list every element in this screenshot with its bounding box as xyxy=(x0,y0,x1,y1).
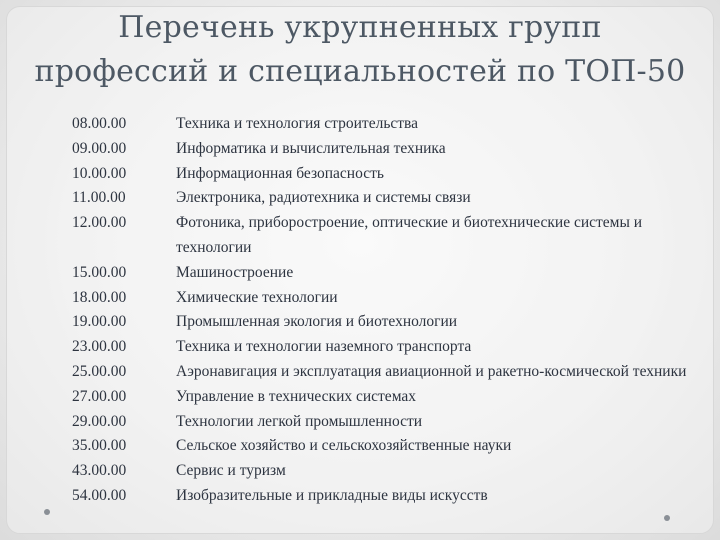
list-item xyxy=(72,186,692,211)
group-name: Управление в технических системах xyxy=(176,387,417,405)
group-name: Технологии легкой промышленности xyxy=(176,412,423,430)
specialty-list xyxy=(72,112,692,509)
group-name: Информатика и вычислительная техника xyxy=(176,139,446,157)
group-name: Химические технологии xyxy=(176,288,338,306)
group-code: 43.00.00 xyxy=(72,462,127,480)
group-code: 09.00.00 xyxy=(72,139,127,157)
title-line-2: профессий и специальностей по ТОП-50 xyxy=(34,54,686,89)
list-item xyxy=(72,434,692,459)
list-item xyxy=(72,459,692,484)
list-item xyxy=(72,162,692,187)
group-name: Аэронавигация и эксплуатация авиационной и ракетно-космической техники xyxy=(176,362,687,380)
title-line-1: Перечень укрупненных групп xyxy=(118,10,602,45)
group-code: 25.00.00 xyxy=(72,362,127,380)
group-name: Сервис и туризм xyxy=(176,462,286,480)
group-code: 54.00.00 xyxy=(72,486,127,504)
group-name: Техника и технологии наземного транспорта xyxy=(176,338,472,356)
group-code: 23.00.00 xyxy=(72,338,127,356)
group-code: 15.00.00 xyxy=(72,263,127,281)
list-item xyxy=(72,211,692,261)
group-code: 12.00.00 xyxy=(72,214,127,232)
group-code: 27.00.00 xyxy=(72,387,127,405)
group-name: Электроника, радиотехника и системы связи xyxy=(176,189,471,207)
list-item xyxy=(72,261,692,286)
list-item xyxy=(72,286,692,311)
list-item xyxy=(72,137,692,162)
list-item xyxy=(72,410,692,435)
group-code: 08.00.00 xyxy=(72,115,127,132)
group-name: Информационная безопасность xyxy=(176,164,384,182)
decorative-dot-left xyxy=(44,509,50,515)
list-item xyxy=(72,484,692,509)
list-item xyxy=(72,360,692,385)
group-code: 10.00.00 xyxy=(72,164,127,182)
list-item xyxy=(72,310,692,335)
group-name: Изобразительные и прикладные виды искусств xyxy=(176,486,488,504)
list-item xyxy=(72,385,692,410)
group-code: 11.00.00 xyxy=(72,189,126,207)
list-item xyxy=(72,335,692,360)
list-item xyxy=(72,112,692,137)
group-code: 29.00.00 xyxy=(72,412,127,430)
group-code: 18.00.00 xyxy=(72,288,127,306)
group-name: Промышленная экология и биотехнологии xyxy=(176,313,458,331)
group-name: Техника и технология строительства xyxy=(176,115,419,132)
group-code: 35.00.00 xyxy=(72,437,127,455)
page-title xyxy=(0,6,720,94)
group-name: Фотоника, приборостроение, оптические и биотехнические системы и технологии xyxy=(176,214,643,256)
group-name: Машиностроение xyxy=(176,263,294,281)
group-code: 19.00.00 xyxy=(72,313,127,331)
group-name: Сельское хозяйство и сельскохозяйственные науки xyxy=(176,437,512,455)
decorative-dot-right xyxy=(664,515,670,521)
